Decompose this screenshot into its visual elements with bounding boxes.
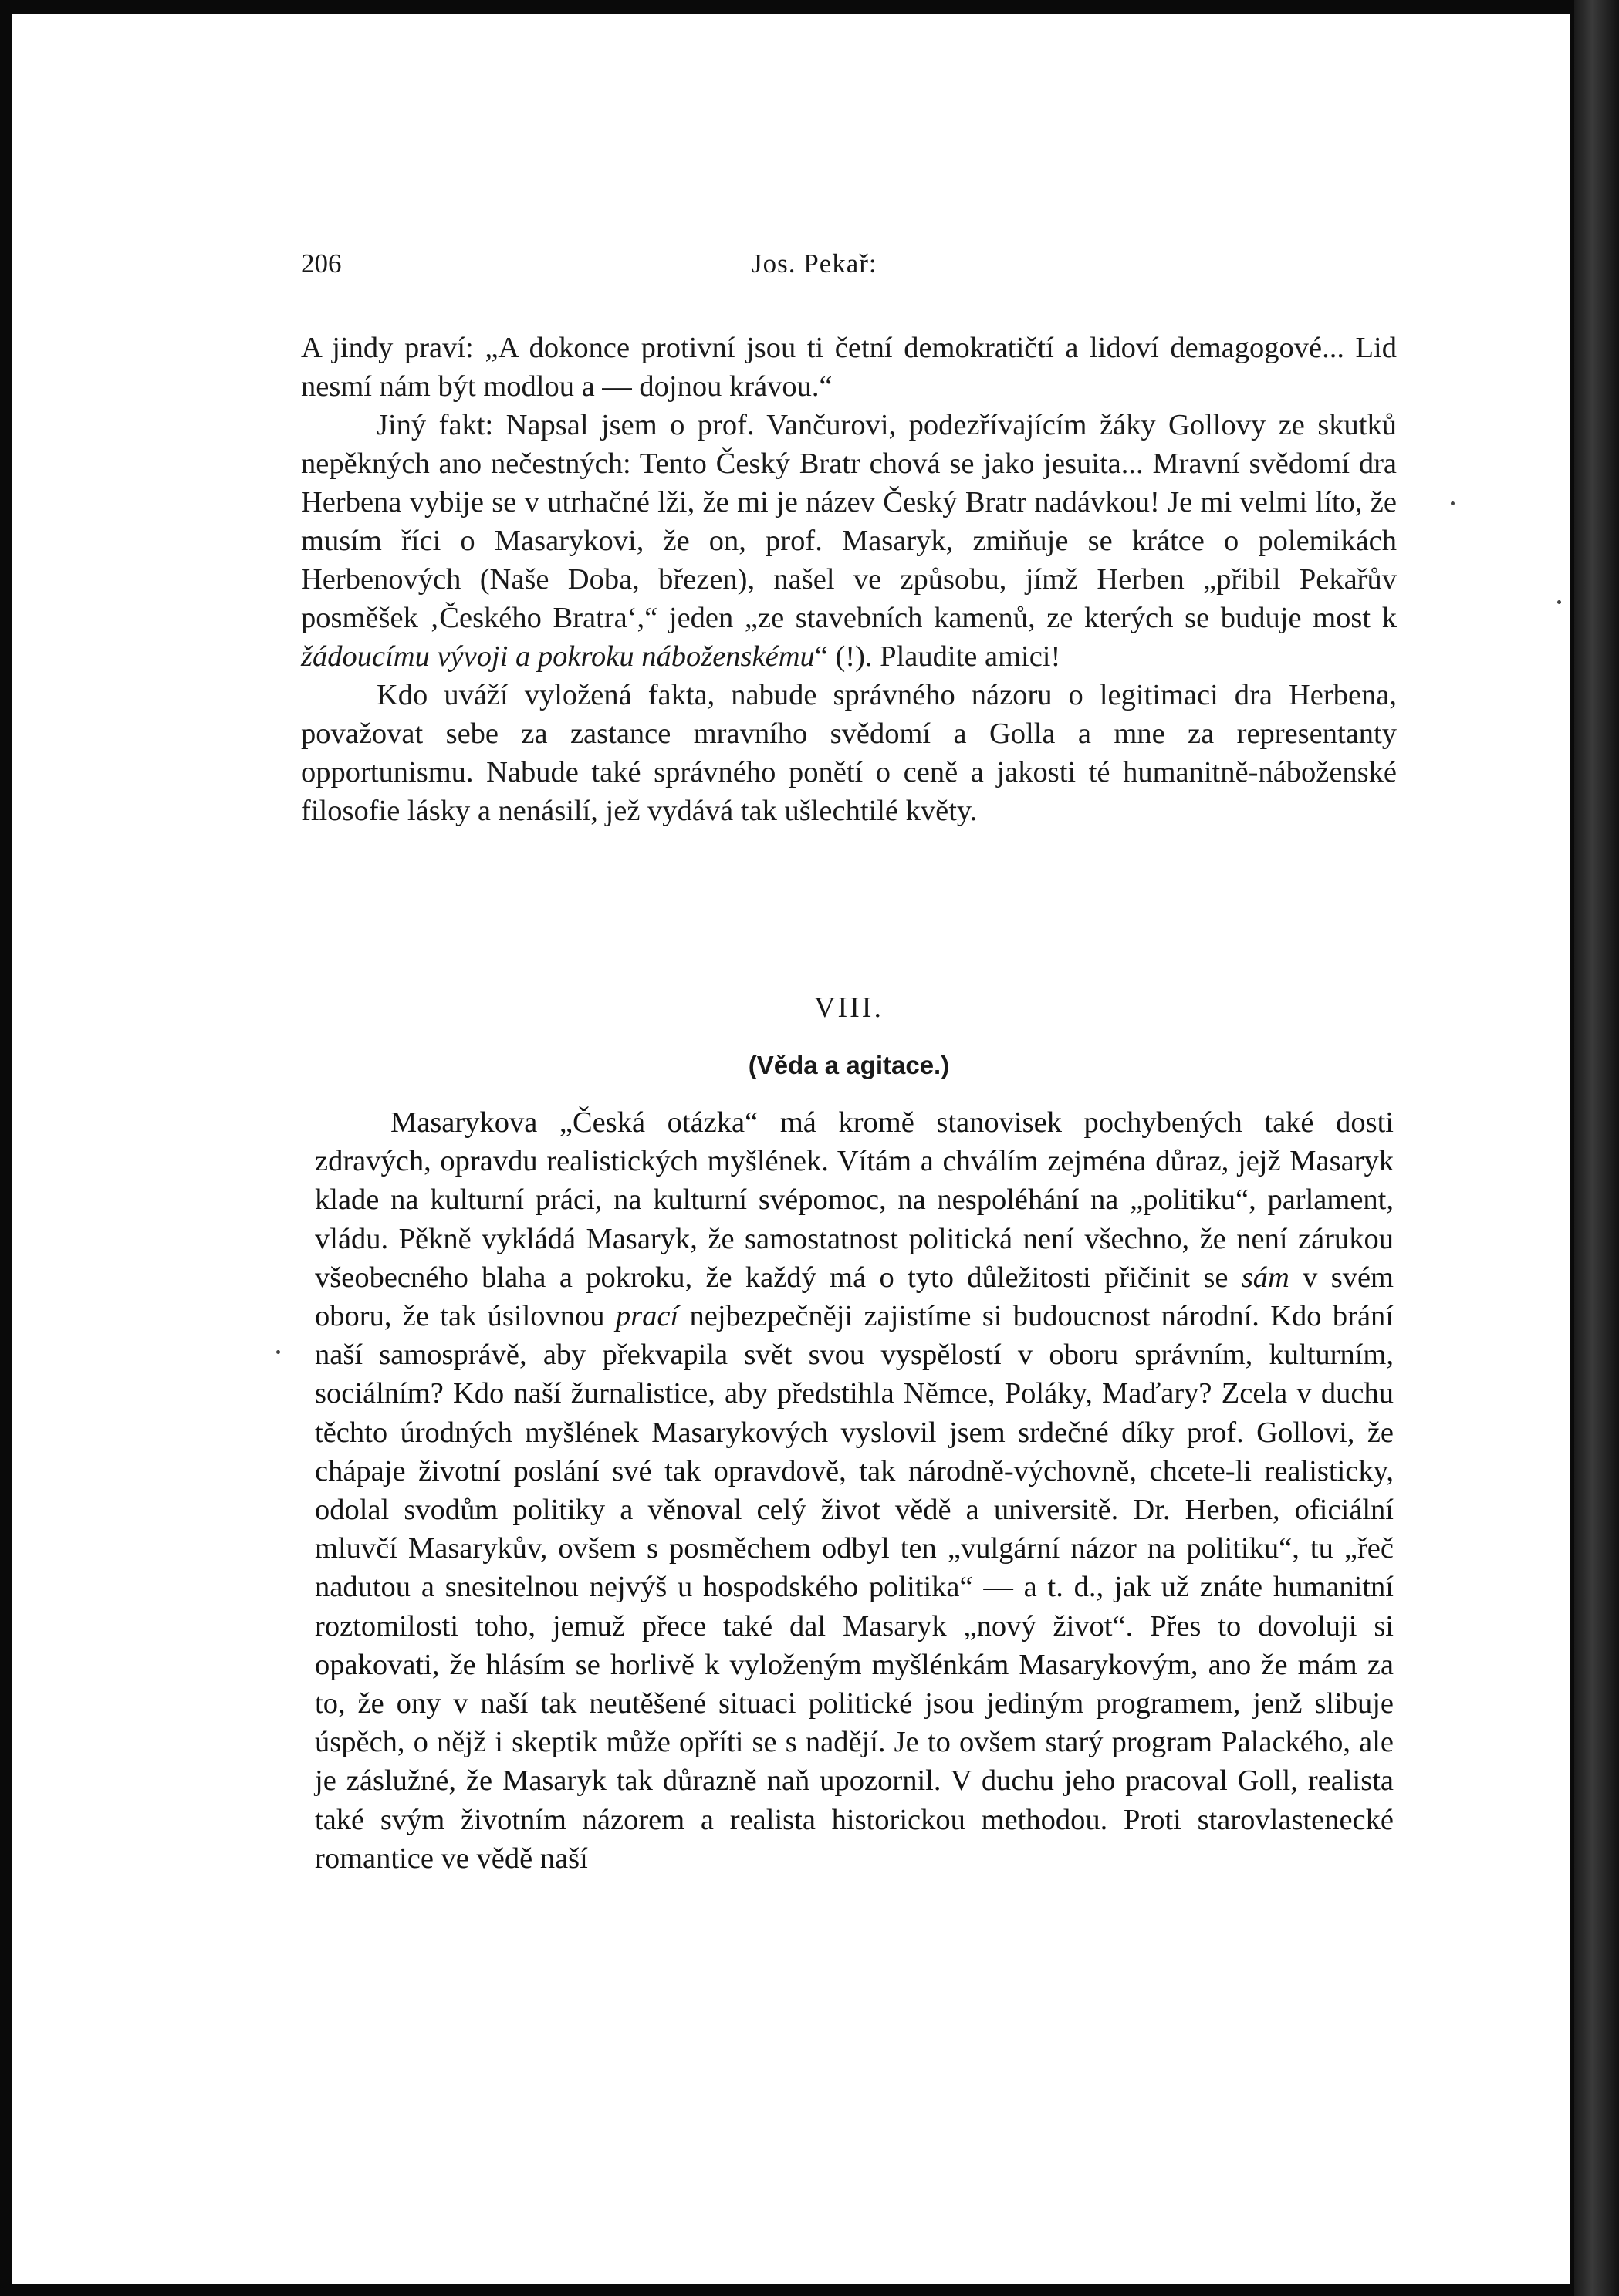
scan-speck bbox=[1451, 501, 1455, 505]
paragraph-1: A jindy praví: „A dokonce protivní jsou ti četní demokratičtí a lidoví demagogové... Lid nesmí nám být modlou a — dojnou krávou.“ bbox=[301, 332, 1397, 403]
section-one-text bbox=[301, 329, 1397, 830]
paragraph-2-end: “ (!). Plaudite amici! bbox=[814, 640, 1061, 673]
scan-speck bbox=[276, 1350, 280, 1354]
book-binding-edge bbox=[1574, 0, 1619, 2296]
paragraph-3: Kdo uváží vyložená fakta, nabude správného názoru o legitimaci dra Herbena, považovat sebe za zastance mravního svědomí a Golla a mne za representanty opportunismu. Nabude také správného ponětí o ceně a jakosti té humanitně-náboženské filosofie lásky a nenásilí, jež vydává tak ušlechtilé květy. bbox=[301, 679, 1397, 827]
section-two-paragraph bbox=[315, 1103, 1394, 1878]
section-two-part-2: v svém oboru, že tak úsilovnou bbox=[315, 1261, 1394, 1333]
chapter-title: (Věda a agitace.) bbox=[748, 1051, 950, 1079]
paragraph-2 bbox=[301, 406, 1397, 676]
section-two-part-3: nejbezpečněji zajistíme si budoucnost národní. Kdo brání naší samosprávě, aby překvapila svět svou vyspělostí v oboru správním, kulturním, sociálním? Kdo naší žurnalistice, aby předstihla Němce, Poláky, Maďary? Zcela v duchu těchto úrodných myšlének Masarykových vyslovil jsem srdečné díky prof. Gollovi, že chápaje životní poslání své tak opravdově, tak národně-výchovně, chcete-li realisticky, odolal svodům politiky a věnoval celý život vědě a universitě. Dr. Herben, oficiální mluvčí Masarykův, ovšem s posměchem odbyl ten „vulgární názor na politiku“, tu „řeč nadutou a snesitelnou nejvýš u hospodského politika“ — a t. d., jak už znáte humanitní roztomilosti toho, jemuž přece také dal Masaryk „nový život“. Přes to dovoluji si opakovati, že hlásím se horlivě k vyloženým myšlénkám Masarykovým, ano že mám za to, že ony v naší tak neutěšené situaci politické jsou jediným programem, jenž slibuje úspěch, o nějž i skeptik může opříti se s nadějí. Je to ovšem starý program Palackého, ale je záslužné, že Masaryk tak důrazně naň upozornil. V duchu jeho pracoval Goll, realista také svým životním názorem a realista historickou methodou. Proti starovlastenecké romantice ve vědě naší bbox=[315, 1300, 1394, 1875]
page-number: 206 bbox=[301, 248, 342, 279]
section-two-italic-1: sám bbox=[1241, 1261, 1289, 1294]
paragraph-2-text: Jiný fakt: Napsal jsem o prof. Vančurovi, podezřívajícím žáky Gollovy ze skutků nepěkných ano nečestných: Tento Český Bratr chová se jako jesuita... Mravní svědomí dra Herbena vybije se v utrhačné lži, že mi je název Český Bratr nadávkou! Je mi velmi líto, že musím říci o Masarykovi, že on, prof. Masaryk, zmiňuje se krátce o polemikách Herbenových (Naše Doba, březen), našel ve způsobu, jímž Herben „přibil Pekařův posměšek ‚Českého Bratra‘,“ jeden „ze stavebních kamenů, ze kterých se buduje most k bbox=[301, 409, 1397, 634]
running-title: Jos. Pekař: bbox=[752, 248, 877, 279]
chapter-number: VIII. bbox=[814, 991, 884, 1024]
scan-speck bbox=[1557, 600, 1561, 604]
section-two-text bbox=[315, 1103, 1394, 1878]
section-two-italic-2: prací bbox=[615, 1300, 679, 1333]
paragraph-2-italic: žádoucímu vývoji a pokroku náboženskému bbox=[301, 640, 815, 673]
running-header bbox=[301, 248, 1397, 287]
section-two-part-1: Masarykova „Česká otázka“ má kromě stanovisek pochybených také dosti zdravých, opravdu realistických myšlének. Vítám a chválím zejména důraz, jejž Masaryk klade na kulturní práci, na kulturní svépomoc, na nespoléhání na „politiku“, parlament, vládu. Pěkně vykládá Masaryk, že samostatnost politická není všechno, že není zárukou všeobecného blaha a pokroku, že každý má o tyto důležitosti přičinit se bbox=[315, 1106, 1394, 1294]
